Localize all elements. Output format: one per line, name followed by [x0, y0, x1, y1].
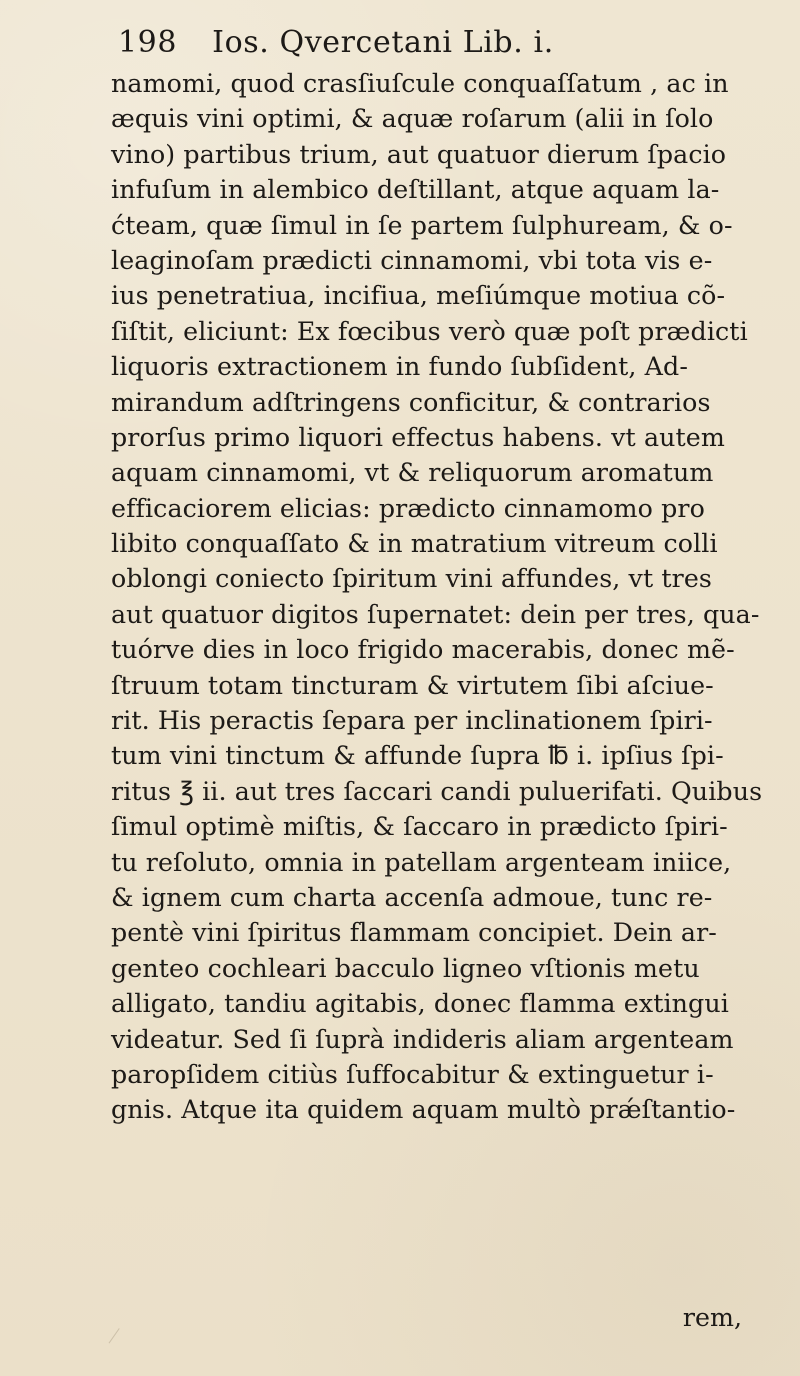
text-line-14: libito conquaſſato & in matratium vitreum colli [111, 529, 718, 559]
text-line-15: oblongi coniecto ſpiritum vini affundes, vt tres [111, 564, 712, 594]
text-line-28: videatur. Sed ſi ſuprà indideris aliam argenteam [111, 1024, 734, 1054]
text-line-29: paropſidem citiùs ſuffocabitur & extinguetur i- [111, 1059, 714, 1089]
text-line-16: aut quatuor digitos ſupernatet: dein per tres, qua- [111, 599, 760, 629]
text-line-13: efficaciorem elicias: prædicto cinnamomo pro [111, 493, 705, 523]
main-text [111, 66, 781, 1128]
running-title: Ios. Qvercetani Lib. i. [212, 25, 554, 60]
text-line-17: tuórve dies in loco frigido macerabis, donec mẽ- [111, 635, 735, 665]
text-line-11: prorſus primo liquori effectus habens. vt autem [111, 422, 725, 452]
text-line-21: ritus ℥ ii. aut tres ſaccari candi puluerifati. Quibus [111, 776, 763, 806]
text-line-26: genteo cochleari bacculo ligneo vſtionis metu [111, 953, 700, 983]
text-line-22: ſimul optimè miſtis, & ſaccaro in prædicto ſpiri- [111, 812, 728, 842]
text-line-4: infuſum in alembico deſtillant, atque aquam la- [111, 175, 720, 205]
text-line-18: ſtruum totam tincturam & virtutem ſibi aſciue- [111, 670, 714, 700]
text-line-7: ius penetratiua, incifiua, meſiúmque motiua cõ- [111, 281, 726, 311]
text-line-5: ćteam, quæ ſimul in ſe partem ſulphuream, & o- [111, 210, 733, 240]
page-header [118, 21, 718, 65]
page-number: 198 [118, 25, 178, 60]
text-line-3: vino) partibus trium, aut quatuor dierum ſpacio [111, 139, 727, 169]
text-line-19: rit. His peractis ſepara per inclinationem ſpiri- [111, 706, 713, 736]
text-line-30: gnis. Atque ita quidem aquam multò prǽſtantio- [111, 1095, 736, 1125]
catchword: rem, [682, 1303, 742, 1332]
text-line-6: leaginoſam prædicti cinnamomi, vbi tota vis e- [111, 245, 713, 275]
text-line-25: pentè vini ſpiritus flammam concipiet. Dein ar- [111, 918, 717, 948]
text-line-12: aquam cinnamomi, vt & reliquorum aromatum [111, 458, 714, 488]
text-line-27: alligato, tandiu agitabis, donec flamma extingui [111, 989, 729, 1019]
text-line-8: ſiſtit, eliciunt: Ex fœcibus verò quæ poſt prædicti [111, 316, 748, 346]
text-line-1: namomi, quod crasſiuſcule conquaſſatum , ac in [111, 69, 729, 98]
text-line-10: mirandum adſtringens conficitur, & contrarios [111, 387, 711, 417]
text-line-23: tu reſoluto, omnia in patellam argenteam iniice, [111, 847, 732, 877]
text-line-20: tum vini tinctum & affunde ſupra ℔ i. ipſius ſpi- [111, 741, 724, 771]
text-line-9: liquoris extractionem in fundo ſubſident, Ad- [111, 352, 688, 382]
text-line-24: & ignem cum charta accenſa admoue, tunc re- [111, 882, 713, 912]
text-line-2: æquis vini optimi, & aquæ roſarum (alii in ſolo [111, 104, 714, 134]
